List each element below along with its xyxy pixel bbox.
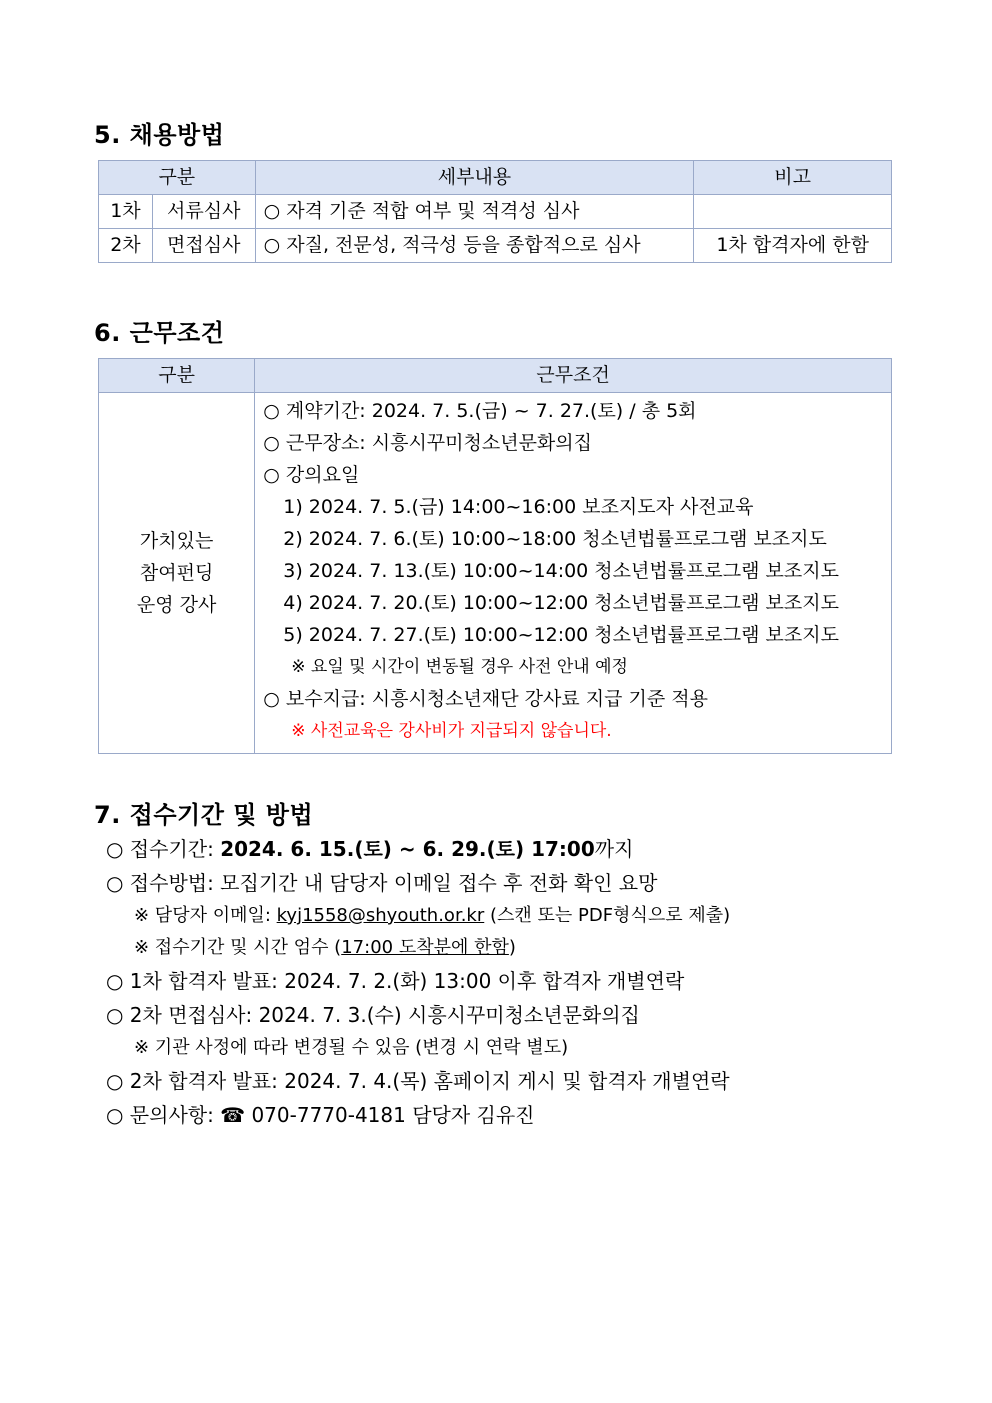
section-7-title: 7. 접수기간 및 방법 <box>94 801 314 829</box>
table-row <box>99 195 892 229</box>
schedule-item: 4) 2024. 7. 20.(토) 10:00~12:00 청소년법률프로그램 보조지도 <box>283 592 839 614</box>
email-suffix: (스캔 또는 PDF형식으로 제출) <box>484 905 731 926</box>
header-conditions: 근무조건 <box>255 359 892 393</box>
deadline-note <box>106 932 730 964</box>
contact: ○ 문의사항: ☎ 070-7770-4181 담당자 김유진 <box>106 1103 535 1127</box>
header-remark: 비고 <box>694 161 892 195</box>
schedule-item: 5) 2024. 7. 27.(토) 10:00~12:00 청소년법률프로그램 보조지도 <box>283 624 839 646</box>
table-row <box>99 229 892 263</box>
position-line: 운영 강사 <box>136 594 217 616</box>
position-line: 참여펀딩 <box>139 562 214 584</box>
first-result: ○ 1차 합격자 발표: 2024. 7. 2.(화) 13:00 이후 합격자 개별연락 <box>106 969 685 993</box>
detail-cell: ○ 자격 기준 적합 여부 및 적격성 심사 <box>255 195 694 229</box>
position-line: 가치있는 <box>139 530 214 552</box>
lecture-days-label: ○ 강의요일 <box>263 464 360 486</box>
table-header-row <box>99 359 892 393</box>
second-result: ○ 2차 합격자 발표: 2024. 7. 4.(목) 홈페이지 게시 및 합격자 개별연락 <box>106 1069 730 1093</box>
interview-note: ※ 기관 사정에 따라 변경될 수 있음 (변경 시 연락 별도) <box>134 1037 569 1058</box>
section-6-title: 6. 근무조건 <box>94 319 225 347</box>
deadline-underline: 17:00 도착분에 한함 <box>341 937 509 958</box>
period-suffix: 까지 <box>594 837 634 861</box>
table-row <box>99 393 892 754</box>
work-place: ○ 근무장소: 시흥시꾸미청소년문화의집 <box>263 432 592 454</box>
schedule-item: 3) 2024. 7. 13.(토) 10:00~14:00 청소년법률프로그램 보조지도 <box>283 560 839 582</box>
type-cell: 서류심사 <box>152 195 255 229</box>
period-value: 2024. 6. 15.(토) ~ 6. 29.(토) 17:00 <box>220 837 595 861</box>
step-cell: 2차 <box>99 229 153 263</box>
schedule-note: ※ 요일 및 시간이 변동될 경우 사전 안내 예정 <box>291 657 628 677</box>
work-conditions-table <box>98 358 892 754</box>
period-label: ○ 접수기간: <box>106 837 221 861</box>
header-category: 구분 <box>99 359 255 393</box>
interview: ○ 2차 면접심사: 2024. 7. 3.(수) 시흥시꾸미청소년문화의집 <box>106 1003 640 1027</box>
step-cell: 1차 <box>99 195 153 229</box>
payment: ○ 보수지급: 시흥시청소년재단 강사료 지급 기준 적용 <box>263 688 708 710</box>
remark-cell: 1차 합격자에 한함 <box>694 229 892 263</box>
table-header-row <box>99 161 892 195</box>
payment-note: ※ 사전교육은 강사비가 지급되지 않습니다. <box>291 721 612 741</box>
detail-cell: ○ 자질, 전문성, 적극성 등을 종합적으로 심사 <box>255 229 694 263</box>
email-note <box>106 900 730 932</box>
conditions-cell <box>255 393 892 754</box>
section-5-title: 5. 채용방법 <box>94 121 225 149</box>
application-section <box>106 832 730 1132</box>
header-detail: 세부내용 <box>255 161 694 195</box>
deadline-prefix: ※ 접수기간 및 시간 엄수 ( <box>134 937 342 958</box>
schedule-item: 2) 2024. 7. 6.(토) 10:00~18:00 청소년법률프로그램 보조지도 <box>283 528 827 550</box>
application-method: ○ 접수방법: 모집기간 내 담당자 이메일 접수 후 전화 확인 요망 <box>106 871 658 895</box>
application-period <box>106 832 730 866</box>
contract-period: ○ 계약기간: 2024. 7. 5.(금) ~ 7. 27.(토) / 총 5회 <box>263 400 697 422</box>
email-label: ※ 담당자 이메일: <box>134 905 277 926</box>
header-category: 구분 <box>99 161 256 195</box>
type-cell: 면접심사 <box>152 229 255 263</box>
position-cell <box>99 393 255 754</box>
email-link[interactable]: kyj1558@shyouth.or.kr <box>276 905 485 926</box>
schedule-item: 1) 2024. 7. 5.(금) 14:00~16:00 보조지도자 사전교육 <box>283 496 754 518</box>
deadline-suffix: ) <box>508 937 516 958</box>
remark-cell <box>694 195 892 229</box>
recruitment-method-table <box>98 160 892 263</box>
